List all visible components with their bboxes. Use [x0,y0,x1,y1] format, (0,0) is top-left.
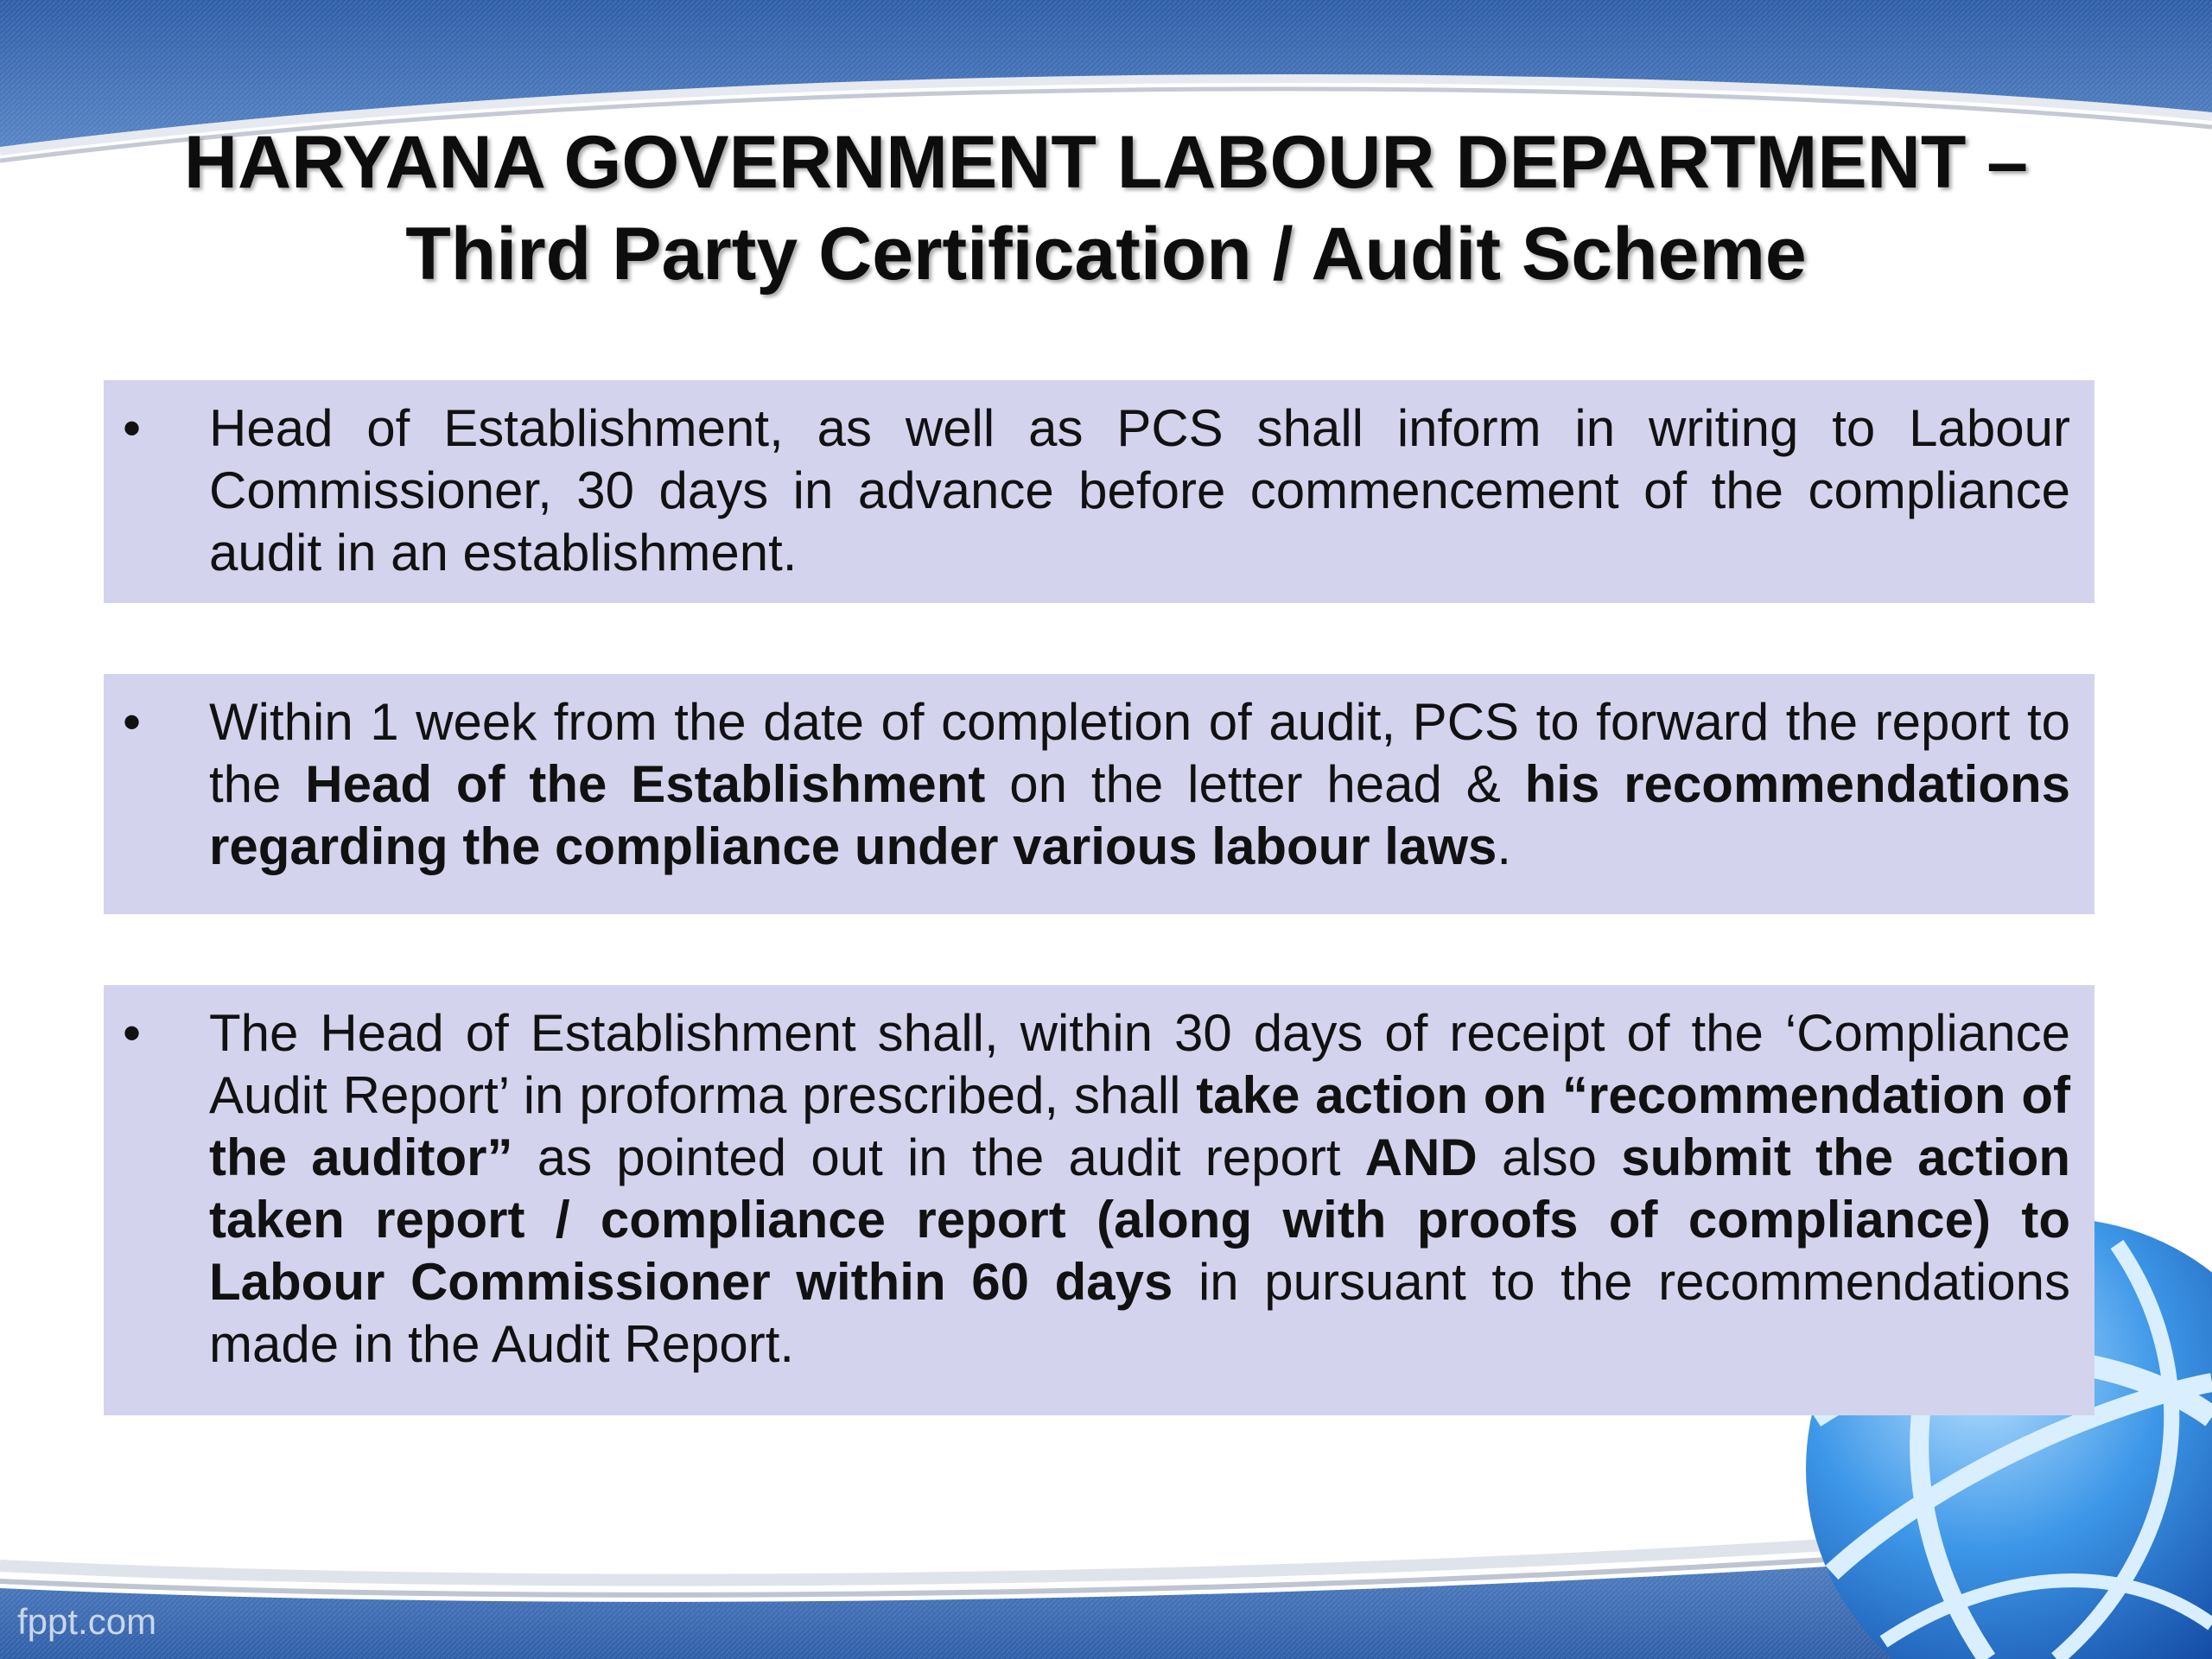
bullet-segment-bold: submit the action taken report / compliance report (along with proofs of compliance) to Labour Commissioner within 60 days [209,1128,2071,1311]
bullet-text-report-forwarding [209,691,2070,878]
page-title [86,117,2126,300]
bullet-segment-bold: his recommendations regarding the compliance under various labour laws [209,755,2070,875]
bullet-segment: on the letter head & [985,755,1525,813]
bullet-segment: The Head of Establishment shall, within 30 days of receipt of the ‘Compliance Audit Report’ in proforma prescribed, shall [209,1004,2070,1124]
bullet-text-action-taken [209,1002,2070,1376]
bullet-segment: . [1497,817,1512,875]
bullet-icon: • [123,399,142,457]
title-line-2: Third Party Certification / Audit Scheme [405,213,1807,296]
footer-brand: fppt.com [17,1601,157,1642]
bullet-icon: • [123,693,142,751]
bullet-segment-bold: Head of the Establishment [305,755,986,813]
bullet-box-advance-notice [104,380,2094,603]
bullet-segment: Within 1 week from the date of completion of audit, PCS to forward the report to the [209,693,2070,813]
bullet-text-advance-notice [209,397,2070,584]
bullet-segment: in pursuant to the recommendations made in the Audit Report. [209,1253,2070,1373]
bullet-segment: Head of Establishment, as well as PCS shall inform in writing to Labour Commissioner, 30 days in advance before commencement of the compliance audit in an establishment. [209,399,2070,582]
bullet-segment-bold: take action on “recommendation of the auditor” [209,1066,2070,1186]
title-line-1: HARYANA GOVERNMENT LABOUR DEPARTMENT – [183,121,2029,204]
bullet-segment-bold: AND [1364,1128,1478,1186]
bullet-box-action-taken [104,985,2094,1415]
bullet-segment: also [1477,1128,1622,1186]
bullet-box-report-forwarding [104,674,2094,914]
bullet-segment: as pointed out in the audit report [512,1128,1365,1186]
bullet-icon: • [123,1004,142,1062]
